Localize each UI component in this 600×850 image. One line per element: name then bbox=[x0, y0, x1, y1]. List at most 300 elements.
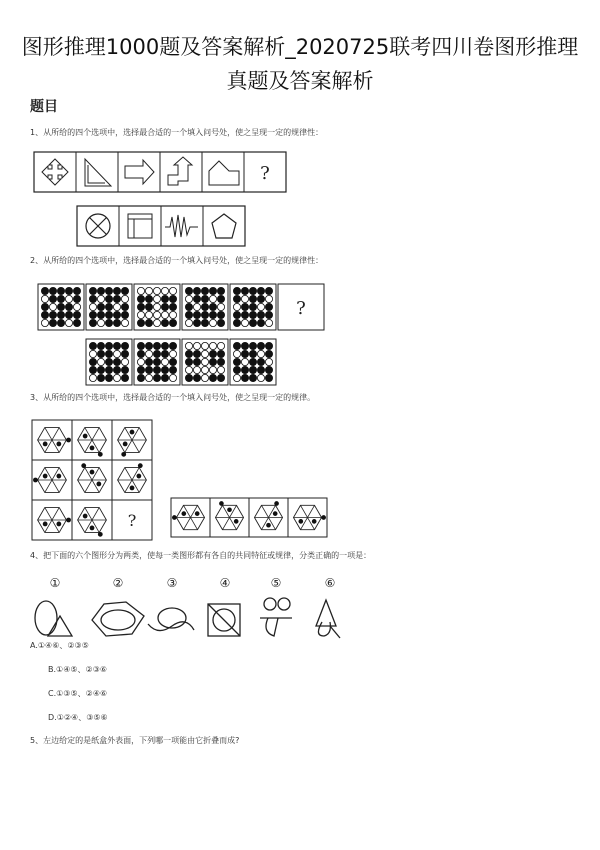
dot bbox=[193, 342, 200, 349]
dot bbox=[113, 287, 120, 294]
dot bbox=[257, 295, 264, 302]
dot bbox=[265, 311, 272, 318]
cross-arrow-icon bbox=[42, 159, 68, 185]
dot bbox=[105, 374, 112, 381]
dot bbox=[201, 295, 208, 302]
dot bbox=[121, 295, 128, 302]
hexagon-tile bbox=[32, 460, 72, 500]
dot bbox=[130, 486, 135, 491]
dot bbox=[41, 287, 48, 294]
dot bbox=[153, 295, 160, 302]
dot bbox=[97, 311, 104, 318]
dot bbox=[98, 452, 103, 457]
page-title: 图形推理1000题及答案解析_2020725联考四川卷图形推理真题及答案解析 bbox=[21, 35, 579, 93]
polygon-ellipse-figure bbox=[92, 602, 144, 636]
dot bbox=[201, 303, 208, 310]
dot bbox=[105, 287, 112, 294]
hexagon-tile bbox=[72, 500, 112, 540]
dot bbox=[89, 366, 96, 373]
dot bbox=[90, 446, 95, 451]
dot bbox=[241, 311, 248, 318]
dot bbox=[233, 374, 240, 381]
dot bbox=[209, 342, 216, 349]
dot bbox=[65, 303, 72, 310]
dot bbox=[33, 478, 38, 483]
dot bbox=[201, 366, 208, 373]
dot bbox=[65, 287, 72, 294]
q1-question-mark: ? bbox=[260, 163, 270, 184]
dot bbox=[185, 311, 192, 318]
hexagon-tile bbox=[72, 460, 112, 500]
dot bbox=[89, 303, 96, 310]
dot bbox=[193, 358, 200, 365]
dot bbox=[56, 442, 61, 447]
dot bbox=[105, 311, 112, 318]
dot bbox=[233, 350, 240, 357]
dot bbox=[96, 482, 101, 487]
dot bbox=[90, 526, 95, 531]
dot bbox=[233, 319, 240, 326]
dot bbox=[201, 374, 208, 381]
dot bbox=[153, 342, 160, 349]
dot bbox=[193, 295, 200, 302]
dot bbox=[193, 311, 200, 318]
dot bbox=[121, 374, 128, 381]
dot bbox=[121, 342, 128, 349]
dot bbox=[113, 366, 120, 373]
dot bbox=[97, 366, 104, 373]
dot bbox=[249, 319, 256, 326]
dot-matrix-tile bbox=[182, 339, 228, 385]
dot bbox=[73, 303, 80, 310]
dot bbox=[217, 350, 224, 357]
dot bbox=[193, 319, 200, 326]
dot bbox=[209, 358, 216, 365]
dot bbox=[89, 350, 96, 357]
dot bbox=[136, 474, 141, 479]
dot bbox=[201, 287, 208, 294]
dot bbox=[265, 350, 272, 357]
q4-option-b[interactable]: B.①④⑤、②③⑥ bbox=[48, 665, 108, 674]
dot bbox=[113, 342, 120, 349]
dot bbox=[257, 342, 264, 349]
dot bbox=[249, 358, 256, 365]
dot bbox=[161, 287, 168, 294]
dot bbox=[83, 514, 88, 519]
hexagon-tile bbox=[210, 498, 249, 537]
dot bbox=[266, 523, 271, 528]
dot bbox=[169, 295, 176, 302]
bent-arrow-icon bbox=[168, 157, 192, 185]
dot bbox=[105, 350, 112, 357]
dot bbox=[201, 311, 208, 318]
dot bbox=[169, 319, 176, 326]
dot bbox=[65, 311, 72, 318]
dot bbox=[209, 350, 216, 357]
dot bbox=[73, 311, 80, 318]
dot-matrix-tile bbox=[86, 284, 132, 330]
dot bbox=[138, 463, 143, 468]
dot bbox=[273, 511, 278, 516]
dot bbox=[41, 303, 48, 310]
dot bbox=[83, 434, 88, 439]
dot bbox=[121, 303, 128, 310]
q2-dot-grid bbox=[37, 283, 322, 331]
dot bbox=[217, 366, 224, 373]
dot bbox=[98, 532, 103, 537]
dot bbox=[121, 287, 128, 294]
q3-hexagon-grid bbox=[32, 420, 152, 540]
dot bbox=[153, 319, 160, 326]
dot bbox=[97, 350, 104, 357]
dot bbox=[169, 350, 176, 357]
dot bbox=[97, 295, 104, 302]
dot bbox=[233, 342, 240, 349]
dot bbox=[169, 303, 176, 310]
dot bbox=[201, 319, 208, 326]
q4-option-a[interactable]: A.①④⑥、②③⑤ bbox=[30, 641, 89, 650]
dot bbox=[265, 303, 272, 310]
q3-hexagon-options bbox=[170, 497, 330, 541]
dot bbox=[137, 366, 144, 373]
dot bbox=[43, 522, 48, 527]
q4-option-c[interactable]: C.①③⑤、②④⑥ bbox=[48, 689, 108, 698]
dot bbox=[217, 358, 224, 365]
dot bbox=[113, 374, 120, 381]
dot bbox=[113, 350, 120, 357]
dot bbox=[97, 303, 104, 310]
dot bbox=[49, 287, 56, 294]
dot bbox=[169, 374, 176, 381]
dot bbox=[193, 350, 200, 357]
dot bbox=[169, 311, 176, 318]
dot bbox=[89, 374, 96, 381]
dot bbox=[241, 303, 248, 310]
dot bbox=[41, 311, 48, 318]
dot bbox=[321, 515, 326, 520]
dot bbox=[137, 303, 144, 310]
dot bbox=[257, 319, 264, 326]
q1-figure-grid bbox=[33, 151, 287, 193]
dot bbox=[145, 295, 152, 302]
dot-matrix-tile bbox=[230, 284, 276, 330]
window-box-icon bbox=[128, 214, 152, 238]
dot bbox=[161, 295, 168, 302]
right-triangle-icon bbox=[85, 159, 111, 186]
dot bbox=[257, 287, 264, 294]
dot bbox=[105, 358, 112, 365]
dot bbox=[257, 374, 264, 381]
q3-question-mark: ? bbox=[127, 511, 137, 530]
hexagon-tile bbox=[32, 500, 72, 540]
dot bbox=[145, 342, 152, 349]
dot bbox=[97, 342, 104, 349]
dot bbox=[249, 350, 256, 357]
q4-option-d[interactable]: D.①②④、③⑤⑥ bbox=[48, 713, 108, 722]
dot bbox=[97, 319, 104, 326]
dot bbox=[137, 342, 144, 349]
dot bbox=[105, 342, 112, 349]
dot bbox=[185, 295, 192, 302]
dot bbox=[257, 311, 264, 318]
dot bbox=[249, 342, 256, 349]
dot bbox=[185, 303, 192, 310]
dot bbox=[233, 287, 240, 294]
dot bbox=[217, 342, 224, 349]
dot bbox=[241, 366, 248, 373]
dot bbox=[113, 319, 120, 326]
q2-question-tile bbox=[278, 284, 324, 330]
hexagon-tile bbox=[171, 498, 210, 537]
dot bbox=[113, 311, 120, 318]
dot-matrix-tile bbox=[182, 284, 228, 330]
dot bbox=[233, 366, 240, 373]
hexagon-tile bbox=[72, 420, 112, 460]
dot bbox=[217, 303, 224, 310]
dot bbox=[145, 319, 152, 326]
dot bbox=[153, 358, 160, 365]
dot bbox=[161, 374, 168, 381]
dot bbox=[121, 366, 128, 373]
dot bbox=[57, 295, 64, 302]
dot bbox=[137, 295, 144, 302]
triangle-loop-figure bbox=[316, 600, 340, 638]
dot bbox=[105, 303, 112, 310]
question-5-text: 5、左边给定的是纸盒外表面，下列哪一项能由它折叠而成? bbox=[30, 736, 240, 745]
figure-number-3: ③ bbox=[166, 576, 178, 590]
dot bbox=[161, 311, 168, 318]
dot bbox=[257, 366, 264, 373]
dot bbox=[312, 519, 317, 524]
dot bbox=[209, 374, 216, 381]
dot bbox=[89, 287, 96, 294]
dot bbox=[241, 295, 248, 302]
figure-number-1: ① bbox=[49, 576, 61, 590]
dot bbox=[153, 350, 160, 357]
dot bbox=[57, 303, 64, 310]
dot bbox=[105, 295, 112, 302]
dot bbox=[137, 319, 144, 326]
dot-matrix-tile bbox=[134, 339, 180, 385]
dot bbox=[113, 358, 120, 365]
dot bbox=[257, 350, 264, 357]
figure-number-2: ② bbox=[112, 576, 124, 590]
hexagon-tile bbox=[249, 498, 288, 537]
dot bbox=[145, 374, 152, 381]
dot bbox=[145, 287, 152, 294]
dot bbox=[233, 311, 240, 318]
dot bbox=[209, 311, 216, 318]
double-circle-figure bbox=[260, 598, 292, 636]
dot bbox=[185, 350, 192, 357]
dot bbox=[81, 463, 86, 468]
q1-options bbox=[76, 205, 246, 247]
dot bbox=[73, 287, 80, 294]
dot bbox=[249, 311, 256, 318]
dot bbox=[185, 366, 192, 373]
dot bbox=[41, 319, 48, 326]
dot bbox=[66, 438, 71, 443]
dot bbox=[57, 311, 64, 318]
hexagon-tile bbox=[288, 498, 327, 537]
q2-dot-options bbox=[85, 338, 277, 386]
dot bbox=[265, 374, 272, 381]
dot bbox=[249, 287, 256, 294]
dot bbox=[97, 358, 104, 365]
dot bbox=[233, 303, 240, 310]
dot bbox=[241, 358, 248, 365]
dot bbox=[56, 522, 61, 527]
dot bbox=[145, 303, 152, 310]
dot bbox=[219, 501, 224, 506]
dot bbox=[121, 358, 128, 365]
dot bbox=[161, 319, 168, 326]
dot bbox=[90, 470, 95, 475]
hexagon-tile bbox=[112, 460, 152, 500]
zigzag-icon bbox=[165, 215, 198, 237]
dot bbox=[265, 342, 272, 349]
figure-number-5: ⑤ bbox=[270, 576, 282, 590]
dot bbox=[130, 430, 135, 435]
dot bbox=[181, 511, 186, 516]
hexagon-tile bbox=[32, 420, 72, 460]
dot bbox=[185, 374, 192, 381]
dot bbox=[193, 366, 200, 373]
hexagon-tile bbox=[112, 420, 152, 460]
dot bbox=[97, 287, 104, 294]
dot bbox=[145, 358, 152, 365]
dot bbox=[65, 319, 72, 326]
dot bbox=[153, 311, 160, 318]
dot bbox=[227, 507, 232, 512]
dot bbox=[89, 342, 96, 349]
dot bbox=[257, 303, 264, 310]
dot bbox=[201, 342, 208, 349]
dot bbox=[137, 374, 144, 381]
dot bbox=[97, 374, 104, 381]
question-3-text: 3、从所给的四个选项中，选择最合适的一个填入问号处，使之呈现一定的规律。 bbox=[30, 393, 316, 402]
dot bbox=[265, 287, 272, 294]
dot bbox=[233, 295, 240, 302]
dot bbox=[161, 358, 168, 365]
dot-matrix-tile bbox=[86, 339, 132, 385]
dot bbox=[41, 295, 48, 302]
dot bbox=[249, 366, 256, 373]
right-arrow-icon bbox=[125, 160, 154, 184]
dot bbox=[241, 374, 248, 381]
dot bbox=[121, 319, 128, 326]
dot bbox=[209, 366, 216, 373]
figure-number-4: ④ bbox=[219, 576, 231, 590]
question-1-text: 1、从所给的四个选项中，选择最合适的一个填入问号处，使之呈现一定的规律性： bbox=[30, 128, 324, 137]
dot bbox=[113, 295, 120, 302]
dot bbox=[145, 350, 152, 357]
dot bbox=[172, 515, 177, 520]
dot bbox=[209, 319, 216, 326]
dot bbox=[161, 342, 168, 349]
dot bbox=[105, 366, 112, 373]
dot bbox=[169, 342, 176, 349]
dot bbox=[241, 342, 248, 349]
dot bbox=[137, 358, 144, 365]
dot bbox=[265, 358, 272, 365]
dot bbox=[137, 350, 144, 357]
dot bbox=[249, 295, 256, 302]
dot-matrix-tile bbox=[134, 284, 180, 330]
dot bbox=[89, 311, 96, 318]
dot bbox=[66, 518, 71, 523]
dot bbox=[57, 319, 64, 326]
dot bbox=[56, 474, 61, 479]
dot bbox=[153, 366, 160, 373]
dot bbox=[185, 358, 192, 365]
q4-figures bbox=[30, 596, 350, 646]
dot bbox=[49, 311, 56, 318]
dot bbox=[265, 295, 272, 302]
dot bbox=[209, 295, 216, 302]
dot bbox=[49, 303, 56, 310]
dot bbox=[121, 311, 128, 318]
dot bbox=[257, 358, 264, 365]
dot bbox=[89, 358, 96, 365]
dot bbox=[121, 350, 128, 357]
q3-question-tile bbox=[112, 500, 152, 540]
dot bbox=[241, 319, 248, 326]
dot bbox=[274, 501, 279, 506]
dot bbox=[57, 287, 64, 294]
dot bbox=[161, 303, 168, 310]
dot bbox=[89, 295, 96, 302]
pentagon-icon bbox=[212, 214, 236, 238]
dot bbox=[153, 303, 160, 310]
dot bbox=[217, 319, 224, 326]
dot bbox=[217, 374, 224, 381]
dot bbox=[43, 442, 48, 447]
dot bbox=[233, 358, 240, 365]
dot bbox=[234, 519, 239, 524]
dot bbox=[193, 287, 200, 294]
dot bbox=[169, 287, 176, 294]
dot bbox=[169, 358, 176, 365]
dot bbox=[65, 295, 72, 302]
dot bbox=[145, 366, 152, 373]
dot bbox=[209, 303, 216, 310]
square-diagonal-figure bbox=[208, 604, 240, 636]
dot bbox=[201, 358, 208, 365]
dot bbox=[195, 511, 200, 516]
dot bbox=[185, 287, 192, 294]
dot bbox=[153, 287, 160, 294]
dot bbox=[153, 374, 160, 381]
dot bbox=[298, 519, 303, 524]
question-4-text: 4、把下面的六个图形分为两类，使每一类图形都有各自的共同特征或规律，分类正确的一项是： bbox=[30, 551, 372, 560]
circle-x-icon bbox=[86, 214, 110, 238]
dot bbox=[105, 319, 112, 326]
dot bbox=[73, 319, 80, 326]
section-heading: 题目 bbox=[30, 99, 58, 115]
dot bbox=[161, 350, 168, 357]
dot bbox=[241, 350, 248, 357]
dot-matrix-tile bbox=[230, 339, 276, 385]
dot bbox=[249, 303, 256, 310]
dot bbox=[121, 452, 126, 457]
dot bbox=[201, 350, 208, 357]
dot bbox=[265, 366, 272, 373]
dot bbox=[217, 287, 224, 294]
dot bbox=[209, 287, 216, 294]
dot bbox=[249, 374, 256, 381]
question-2-text: 2、从所给的四个选项中，选择最合适的一个填入问号处，使之呈现一定的规律性： bbox=[30, 256, 324, 265]
